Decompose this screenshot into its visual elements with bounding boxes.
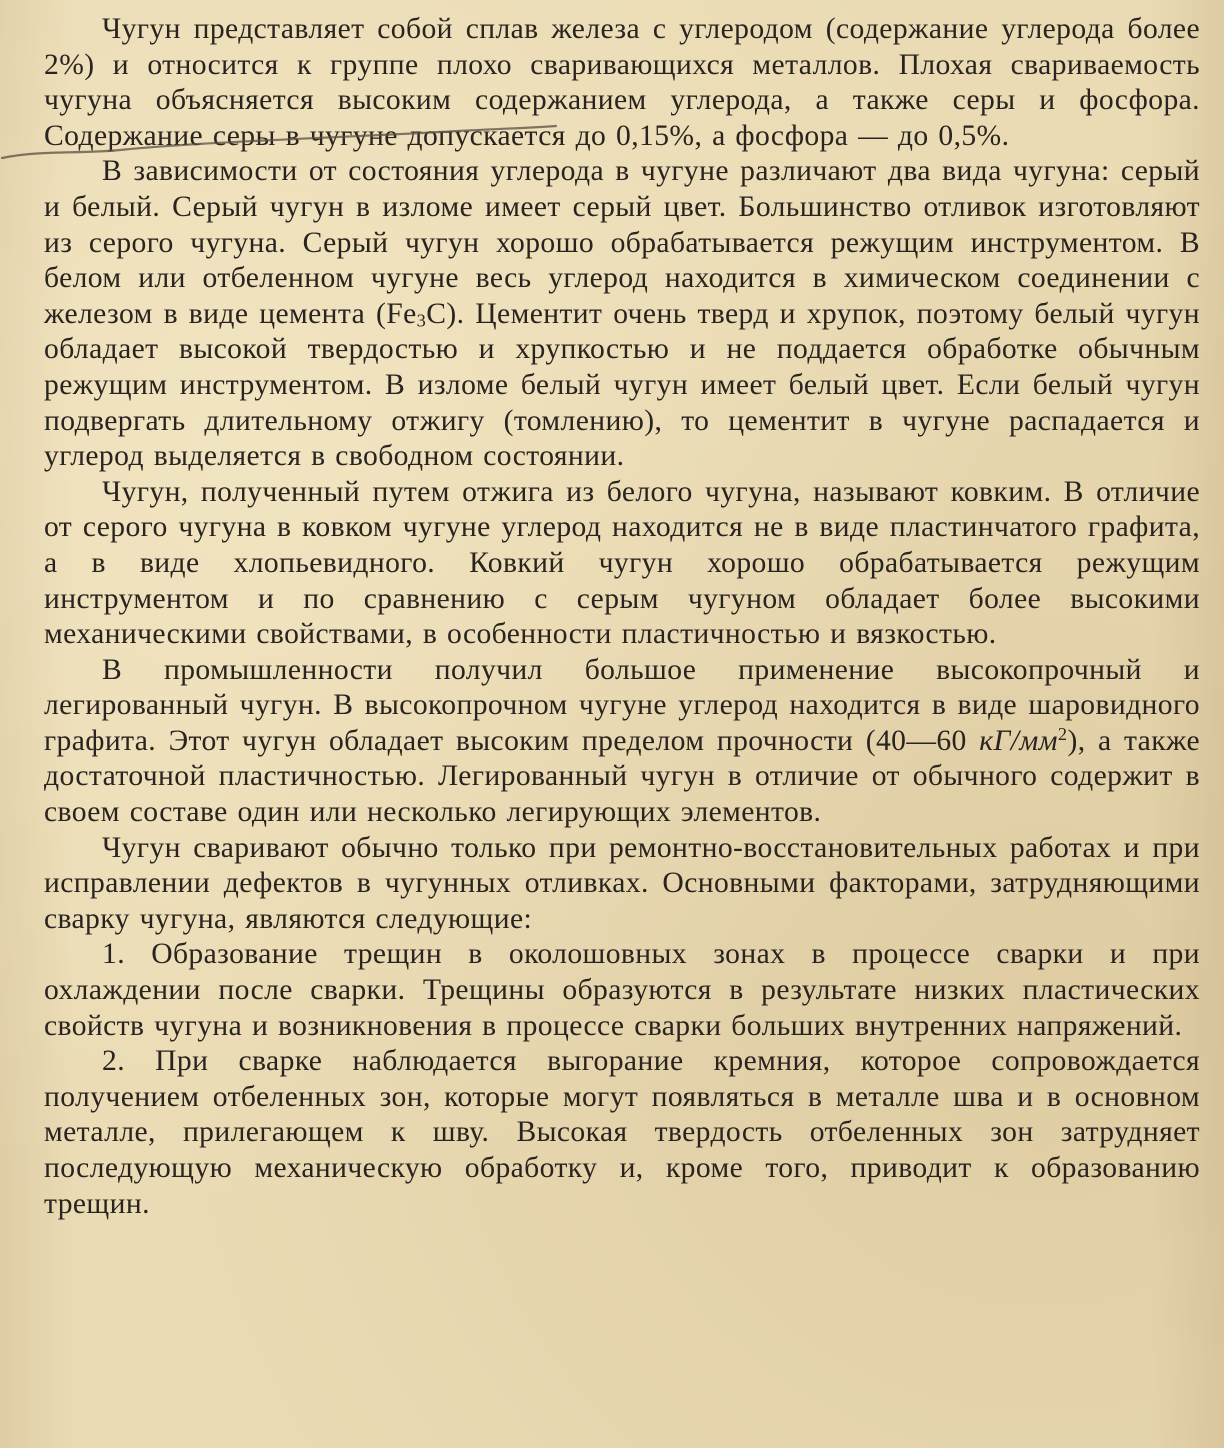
paragraph-text: C). Цементит очень тверд и хрупок, поэтому белый чугун обладает высокой твердостью и хрупкостью и не поддается обработке обычным режущим инструментом. В изломе белый чугун имеет белый цвет. Если белый чугун подвергать длительному отжигу (томлению), то цементит в чугуне распадается и углерод выделяется в свободном состоянии. (44, 297, 1200, 473)
paragraph-text: 1. Образование трещин в околошовных зонах в процессе сварки и при охлаждении после сварки. Трещины образуются в результате низких пластических свойств чугуна и возникновения в процессе сварки больших внутренних напряжений. (44, 938, 1200, 1042)
paragraph-welding-factors (44, 831, 1200, 938)
unit-kg-per-mm: кГ/мм (979, 724, 1058, 757)
paragraph-text: В промышленности получил большое применение высокопрочный и легированный чугун. В высокопрочном чугуне углерод находится в виде шаровидного графита. Этот чугун обладает высоким пределом прочности (40—60 (44, 653, 1200, 757)
paragraph-text: ), а также достаточной пластичностью. Легированный чугун в отличие от обычного содержит в своем составе один или несколько легирующих элементов. (44, 724, 1200, 829)
paragraph-text: 2. При сварке наблюдается выгорание кремния, которое сопровождается получением отбеленных зон, которые могут появляться в металле шва и в основном металле, прилегающем к шву. Высокая твердость отбеленных зон затрудняет последующую механическую обработку и, кроме того, приводит к образованию трещин. (44, 1045, 1200, 1220)
body-text (44, 12, 1200, 1222)
paragraph-text: В зависимости от состояния углерода в чугуне различают два вида чугуна: серый и белый. Серый чугун в изломе имеет серый цвет. Большинство отливок изготовляют из серого чугуна. Серый чугун хорошо обрабатывается режущим инструментом. В белом или отбеленном чугуне весь углерод находится в химическом соединении с железом в виде цемента (Fe (44, 155, 1200, 330)
paragraph-gray-white-iron (44, 154, 1200, 474)
superscript-2: 2 (1057, 723, 1068, 744)
list-item-2-silicon-burnout (44, 1044, 1200, 1222)
paragraph-intro (44, 12, 1200, 154)
list-item-1-cracks (44, 937, 1200, 1044)
paragraph-text: Чугун сваривают обычно только при ремонтно-восстановительных работах и при исправлении дефектов в чугунных отливках. Основными факторами, затрудняющими сварку чугуна, являются следующие: (44, 831, 1200, 935)
paragraph-text: Чугун, полученный путем отжига из белого чугуна, называют ковким. В отличие от серого чугуна в ковком чугуне углерод находится не в виде пластинчатого графита, а в виде хлопьевидного. Ковкий чугун хорошо обрабатывается режущим инструментом и по сравнению с серым чугуном обладает более высокими механическими свойствами, в особенности пластичностью и вязкостью. (44, 475, 1200, 651)
subscript-3: 3 (416, 310, 427, 331)
paragraph-high-strength-iron (44, 653, 1200, 831)
paragraph-text: Чугун представляет собой сплав железа с углеродом (содержание углерода более 2%) и относится к группе плохо сваривающихся металлов. Плохая свариваемость чугуна объясняется высоким содержанием углерода, а также серы и фосфора. Содержание серы в чугуне допускается до 0,15%, а фосфора — до 0,5%. (44, 13, 1200, 152)
paragraph-malleable-iron (44, 475, 1200, 653)
